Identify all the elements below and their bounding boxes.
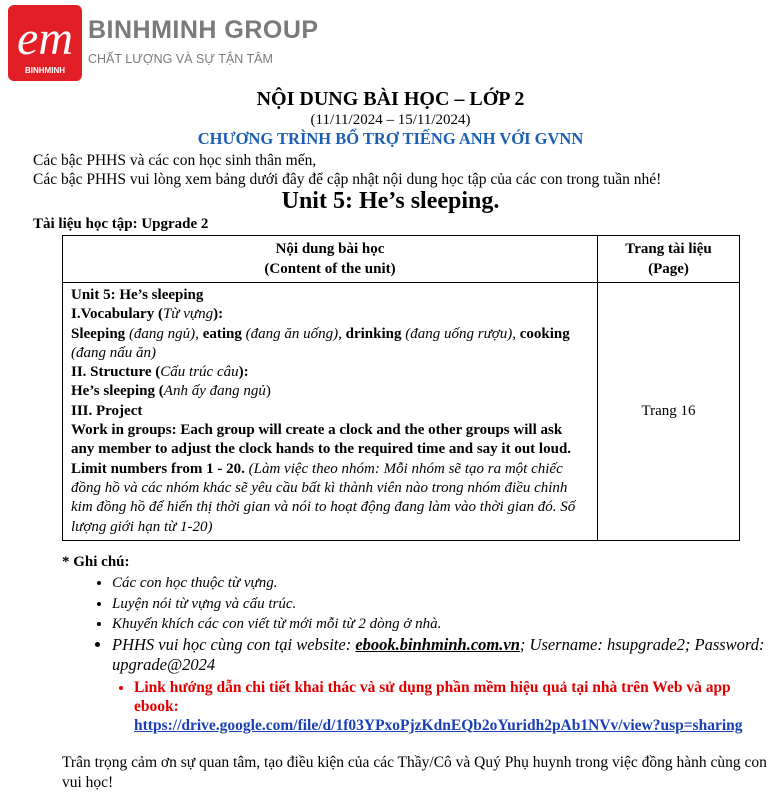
header-content-en: (Content of the unit) (264, 261, 396, 277)
page-title: NỘI DUNG BÀI HỌC – LỚP 2 (256, 88, 525, 110)
program-title: CHƯƠNG TRÌNH BỔ TRỢ TIẾNG ANH VỚI GVNN (197, 129, 584, 148)
word-sleeping: Sleeping (71, 325, 126, 342)
unit-title: Unit 5: He’s sleeping. (281, 188, 500, 214)
header-content-vi: Nội dung bài học (275, 241, 385, 257)
greeting-line-1: Các bậc PHHS và các con học sinh thân mến, (33, 152, 317, 169)
vocab-words (71, 325, 589, 364)
word-sleeping-vi: (đang ngủ), (125, 325, 203, 342)
structure-vi: Anh ấy đang ngủ (163, 383, 266, 400)
unit-line: Unit 5: He’s sleeping (71, 287, 204, 303)
website-intro: PHHS vui học cùng con tại website: (112, 634, 356, 654)
word-cooking: cooking (519, 325, 570, 342)
structure-heading-end: ): (238, 364, 249, 381)
vocab-heading (71, 305, 589, 324)
project-en: Work in groups: Each group will create a clock and the other groups will ask any member to adjust the clock hands to the required time and say it out loud. Limit numbers from 1 - 20. (71, 422, 572, 477)
content-table (62, 235, 740, 541)
word-cooking-vi: (đang nấu ăn) (71, 344, 156, 361)
brand-tagline: CHẤT LƯỢNG VÀ SỰ TẬN TÂM (88, 52, 273, 66)
table-row (63, 283, 740, 541)
date-range: (11/11/2024 – 15/11/2024) (310, 112, 471, 128)
word-eating: eating (202, 325, 242, 342)
notes-section (62, 554, 772, 735)
logo (8, 5, 82, 81)
logo-mark: em (17, 12, 73, 65)
login-info: ; Username: hsupgrade2; Password: upgrade@2024 (112, 634, 765, 674)
content-cell (63, 283, 598, 541)
sub-list (112, 678, 772, 735)
word-drinking-vi: (đang uống rượu), (401, 325, 520, 342)
list-item: • Khuyến khích các con viết từ mới mỗi từ 2 dòng ở nhà. (112, 614, 772, 635)
notes-heading: * Ghi chú: (62, 554, 130, 570)
project-heading: III. Project (71, 402, 143, 419)
material-label: Tài liệu học tập: Upgrade 2 (33, 216, 209, 232)
structure-heading-text: II. Structure ( (71, 364, 161, 381)
header-page-vi: Trang tài liệu (625, 241, 712, 257)
guide-text: Link hướng dẫn chi tiết khai thác và sử dụng phần mềm hiệu quả tại nhà trên Web và app ebook: (134, 678, 731, 715)
project-text (71, 421, 589, 537)
vocab-heading-end: ): (213, 306, 224, 323)
structure-heading (71, 363, 589, 382)
list-item: • Luyện nói từ vựng và cấu trúc. (112, 594, 772, 615)
structure-line (71, 382, 589, 401)
header-page-en: (Page) (648, 261, 689, 277)
notes-list (62, 573, 772, 735)
structure-en: He’s sleeping ( (71, 383, 164, 400)
vocab-heading-vi: Từ vựng (162, 306, 214, 323)
logo-mark-sub: BINHMINH (25, 66, 65, 75)
list-item-website (112, 635, 772, 735)
page-cell: Trang 16 (598, 283, 740, 541)
word-drinking: drinking (345, 325, 402, 342)
guide-item (134, 678, 772, 735)
word-eating-vi: (đang ăn uống), (241, 325, 346, 342)
website-link[interactable]: ebook.binhminh.com.vn (355, 634, 520, 654)
structure-heading-vi: Cấu trúc câu (160, 364, 239, 381)
greeting-line-2: Các bậc PHHS vui lòng xem bảng dưới đây để cập nhật nội dung học tập của các con trong tuần nhé! (33, 171, 662, 188)
table-header-row (63, 236, 740, 283)
header-page (598, 236, 740, 283)
brand-name: BINHMINH GROUP (88, 16, 319, 44)
vocab-heading-text: I.Vocabulary ( (71, 306, 163, 323)
guide-link[interactable]: https://drive.google.com/file/d/1f03YPxoPjzKdnEQb2oYuridh2pAb1NVv/view?usp=sharing (134, 716, 743, 734)
structure-end: ) (265, 383, 271, 400)
list-item: • Các con học thuộc từ vựng. (112, 573, 772, 594)
header-content (63, 236, 598, 283)
closing-text: Trân trọng cảm ơn sự quan tâm, tạo điều kiện của các Thầy/Cô và Quý Phụ huynh trong việc đồng hành cùng con vui học! (62, 754, 767, 791)
project-vi: (Làm việc theo nhóm: Mỗi nhóm sẽ tạo ra một chiếc đồng hồ và các nhóm khác sẽ yêu cầu bất kì thành viên nào trong nhóm điều chỉnh kim đồng hồ để hiển thị thời gian và nói to hoạt động đang làm vào thời gian đó. Số lượng giới hạn từ 1-20) (71, 460, 576, 535)
